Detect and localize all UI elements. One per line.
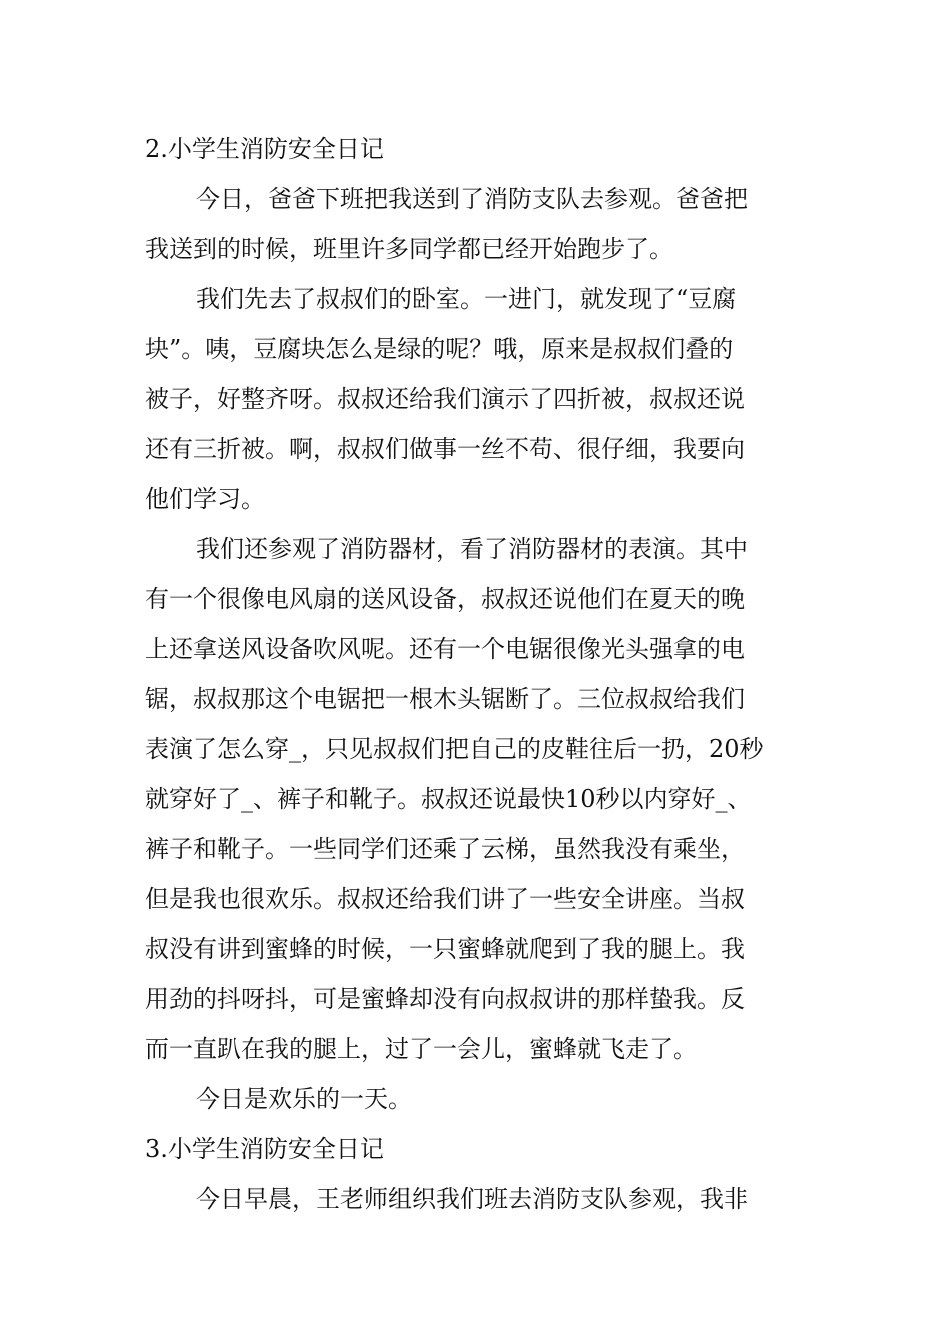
text-line: 我们还参观了消防器材，看了消防器材的表演。其中	[196, 535, 748, 563]
section-heading-3: 3.小学生消防安全日记	[145, 1135, 384, 1163]
text-line: 上还拿送风设备吹风呢。还有一个电锯很像光头强拿的电	[145, 635, 745, 663]
text-line: 表演了怎么穿_，只见叔叔们把自己的皮鞋往后一扔，20秒	[145, 735, 764, 763]
text-line: 但是我也很欢乐。叔叔还给我们讲了一些安全讲座。当叔	[145, 885, 745, 913]
paragraph-1	[145, 174, 807, 274]
text-line: 裤子和靴子。一些同学们还乘了云梯，虽然我没有乘坐，	[145, 835, 745, 863]
text-line: 今日是欢乐的一天。	[196, 1085, 412, 1113]
text-line: 今日，爸爸下班把我送到了消防支队去参观。爸爸把	[196, 185, 748, 213]
text-line: 就穿好了_、裤子和靴子。叔叔还说最快10秒以内穿好_、	[145, 785, 752, 813]
paragraph-2	[145, 274, 807, 524]
paragraph-5	[145, 1174, 807, 1224]
section-heading-2: 2.小学生消防安全日记	[145, 135, 384, 163]
text-line: 有一个很像电风扇的送风设备，叔叔还说他们在夏天的晚	[145, 585, 745, 613]
paragraph-3	[145, 524, 807, 1074]
text-line: 而一直趴在我的腿上，过了一会儿，蜜蜂就飞走了。	[145, 1035, 697, 1063]
text-line: 被子，好整齐呀。叔叔还给我们演示了四折被，叔叔还说	[145, 385, 745, 413]
text-line: 他们学习。	[145, 485, 265, 513]
text-line: 今日早晨，王老师组织我们班去消防支队参观，我非	[196, 1185, 748, 1213]
text-line: 还有三折被。啊，叔叔们做事一丝不苟、很仔细，我要向	[145, 435, 745, 463]
document-body	[145, 124, 807, 1224]
text-line: 用劲的抖呀抖，可是蜜蜂却没有向叔叔讲的那样蛰我。反	[145, 985, 745, 1013]
text-line: 锯，叔叔那这个电锯把一根木头锯断了。三位叔叔给我们	[145, 685, 745, 713]
text-line: 我们先去了叔叔们的卧室。一进门，就发现了“豆腐	[196, 285, 737, 313]
paragraph-4	[145, 1074, 807, 1124]
text-line: 叔没有讲到蜜蜂的时候，一只蜜蜂就爬到了我的腿上。我	[145, 935, 745, 963]
text-line: 块”。咦，豆腐块怎么是绿的呢？哦，原来是叔叔们叠的	[145, 335, 734, 363]
text-line: 我送到的时候，班里许多同学都已经开始跑步了。	[145, 235, 673, 263]
